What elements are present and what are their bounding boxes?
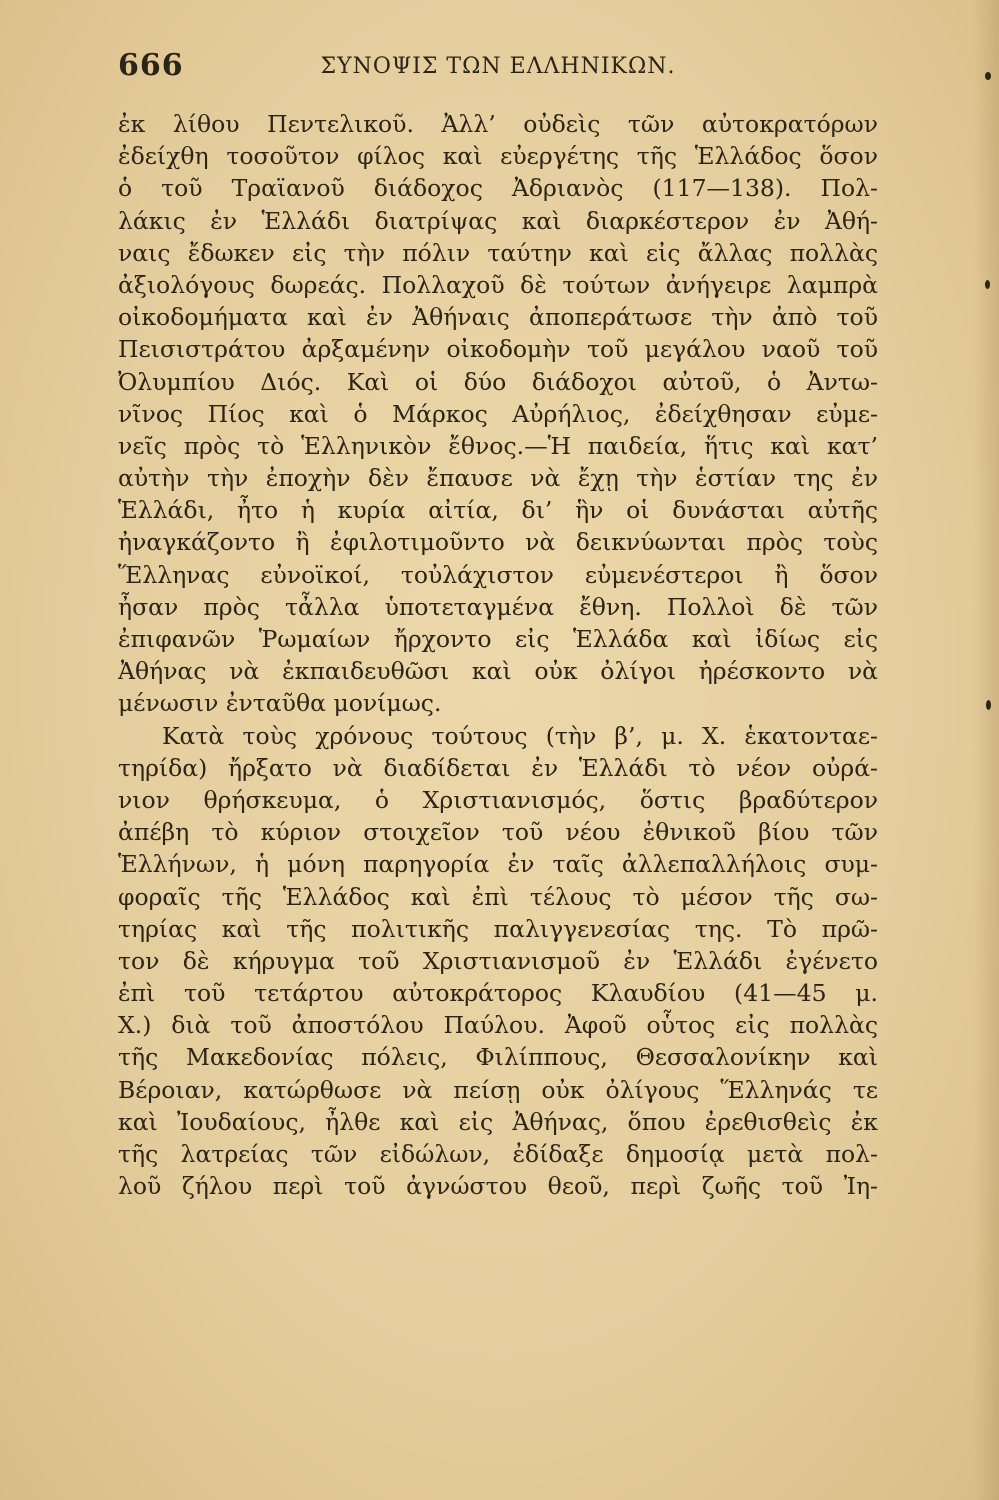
text-line: Ἕλληνας εὐνοϊκοί, τοὐλάχιστον εὐμενέστεροι ἢ ὅσον xyxy=(118,560,878,589)
text-line: αὐτὴν τὴν ἐποχὴν δὲν ἔπαυσε νὰ ἔχῃ τὴν ἑστίαν της ἐν xyxy=(118,464,878,493)
text-line: Χ.) διὰ τοῦ ἀποστόλου Παύλου. Ἀφοῦ οὗτος εἰς πολλὰς xyxy=(118,1011,878,1040)
text-line: καὶ Ἰουδαίους, ἦλθε καὶ εἰς Ἀθήνας, ὅπου ἐρεθισθεὶς ἐκ xyxy=(118,1107,878,1136)
paragraph-first-line: Κατὰ τοὺς χρόνους τούτους (τὴν β’, μ. Χ. ἑκατονταε- xyxy=(162,721,878,750)
text-line: νεῖς πρὸς τὸ Ἑλληνικὸν ἔθνος.—Ἡ παιδεία, ἥτις καὶ κατ’ xyxy=(118,431,878,460)
text-line: Ἀθήνας νὰ ἐκπαιδευθῶσι καὶ οὐκ ὀλίγοι ἠρέσκοντο νὰ xyxy=(118,657,878,686)
text-line: τῆς Μακεδονίας πόλεις, Φιλίππους, Θεσσαλονίκην καὶ xyxy=(118,1043,878,1072)
page-edge-shadow xyxy=(973,0,999,1500)
text-line: λοῦ ζήλου περὶ τοῦ ἀγνώστου θεοῦ, περὶ ζωῆς τοῦ Ἰη- xyxy=(118,1172,878,1201)
text-line: τηρίδα) ἤρξατο νὰ διαδίδεται ἐν Ἑλλάδι τὸ νέον οὐρά- xyxy=(118,753,878,782)
text-line: λάκις ἐν Ἑλλάδι διατρίψας καὶ διαρκέστερον ἐν Ἀθή- xyxy=(118,206,878,235)
text-line: τον δὲ κήρυγμα τοῦ Χριστιανισμοῦ ἐν Ἑλλάδι ἐγένετο xyxy=(118,946,878,975)
text-line: ἐπὶ τοῦ τετάρτου αὐτοκράτορος Κλαυδίου (41—45 μ. xyxy=(118,979,878,1008)
text-line: ἀπέβη τὸ κύριον στοιχεῖον τοῦ νέου ἐθνικοῦ βίου τῶν xyxy=(118,818,878,847)
ink-spot xyxy=(985,72,991,80)
text-line: Ὀλυμπίου Διός. Καὶ οἱ δύο διάδοχοι αὐτοῦ, ὁ Ἀντω- xyxy=(118,367,878,396)
text-line: ἐκ λίθου Πεντελικοῦ. Ἀλλ’ οὐδεὶς τῶν αὐτοκρατόρων xyxy=(118,110,878,138)
text-line: οἰκοδομήματα καὶ ἐν Ἀθήναις ἀποπεράτωσε τὴν ἀπὸ τοῦ xyxy=(118,303,878,332)
page-number: 666 xyxy=(118,48,184,83)
text-line: Ἑλλάδι, ἦτο ἡ κυρία αἰτία, δι’ ἣν οἱ δυνάσται αὐτῆς xyxy=(118,496,878,525)
ink-spot xyxy=(985,280,990,289)
text-line: ἀξιολόγους δωρεάς. Πολλαχοῦ δὲ τούτων ἀνήγειρε λαμπρὰ xyxy=(118,270,878,299)
page-header xyxy=(118,48,878,88)
text-line: Βέροιαν, κατώρθωσε νὰ πείσῃ οὐκ ὀλίγους Ἕλληνάς τε xyxy=(118,1075,878,1104)
text-line: νιον θρήσκευμα, ὁ Χριστιανισμός, ὅστις βραδύτερον xyxy=(118,785,878,814)
running-title: ΣΥΝΟΨΙΣ ΤΩΝ ΕΛΛΗΝΙΚΩΝ. xyxy=(320,54,676,79)
text-line: ὁ τοῦ Τραϊανοῦ διάδοχος Ἀδριανὸς (117—138). Πολ- xyxy=(118,174,878,203)
text-line: τηρίας καὶ τῆς πολιτικῆς παλιγγενεσίας της. Τὸ πρῶ- xyxy=(118,914,878,943)
text-line: τῆς λατρείας τῶν εἰδώλων, ἐδίδαξε δημοσίᾳ μετὰ πολ- xyxy=(118,1140,878,1168)
body-text xyxy=(118,108,878,1202)
text-line: Πεισιστράτου ἀρξαμένην οἰκοδομὴν τοῦ μεγάλου ναοῦ τοῦ xyxy=(118,335,878,364)
text-line: ἐπιφανῶν Ῥωμαίων ἤρχοντο εἰς Ἑλλάδα καὶ ἰδίως εἰς xyxy=(118,625,878,653)
ink-spot xyxy=(986,700,991,710)
text-line: ἦσαν πρὸς τἆλλα ὑποτεταγμένα ἔθνη. Πολλοὶ δὲ τῶν xyxy=(118,592,878,621)
text-line: ἠναγκάζοντο ἢ ἐφιλοτιμοῦντο νὰ δεικνύωνται πρὸς τοὺς xyxy=(118,528,878,557)
text-line: νῖνος Πίος καὶ ὁ Μάρκος Αὐρήλιος, ἐδείχθησαν εὐμε- xyxy=(118,399,878,428)
text-line: ἐδείχθη τοσοῦτον φίλος καὶ εὐεργέτης τῆς Ἑλλάδος ὅσον xyxy=(118,142,878,171)
text-line: μένωσιν ἐνταῦθα μονίμως. xyxy=(118,689,442,718)
text-line: ναις ἔδωκεν εἰς τὴν πόλιν ταύτην καὶ εἰς ἄλλας πολλὰς xyxy=(118,238,878,267)
text-line: φοραῖς τῆς Ἑλλάδος καὶ ἐπὶ τέλους τὸ μέσον τῆς σω- xyxy=(118,882,878,911)
text-line: Ἑλλήνων, ἡ μόνη παρηγορία ἐν ταῖς ἀλλεπαλλήλοις συμ- xyxy=(118,850,878,879)
